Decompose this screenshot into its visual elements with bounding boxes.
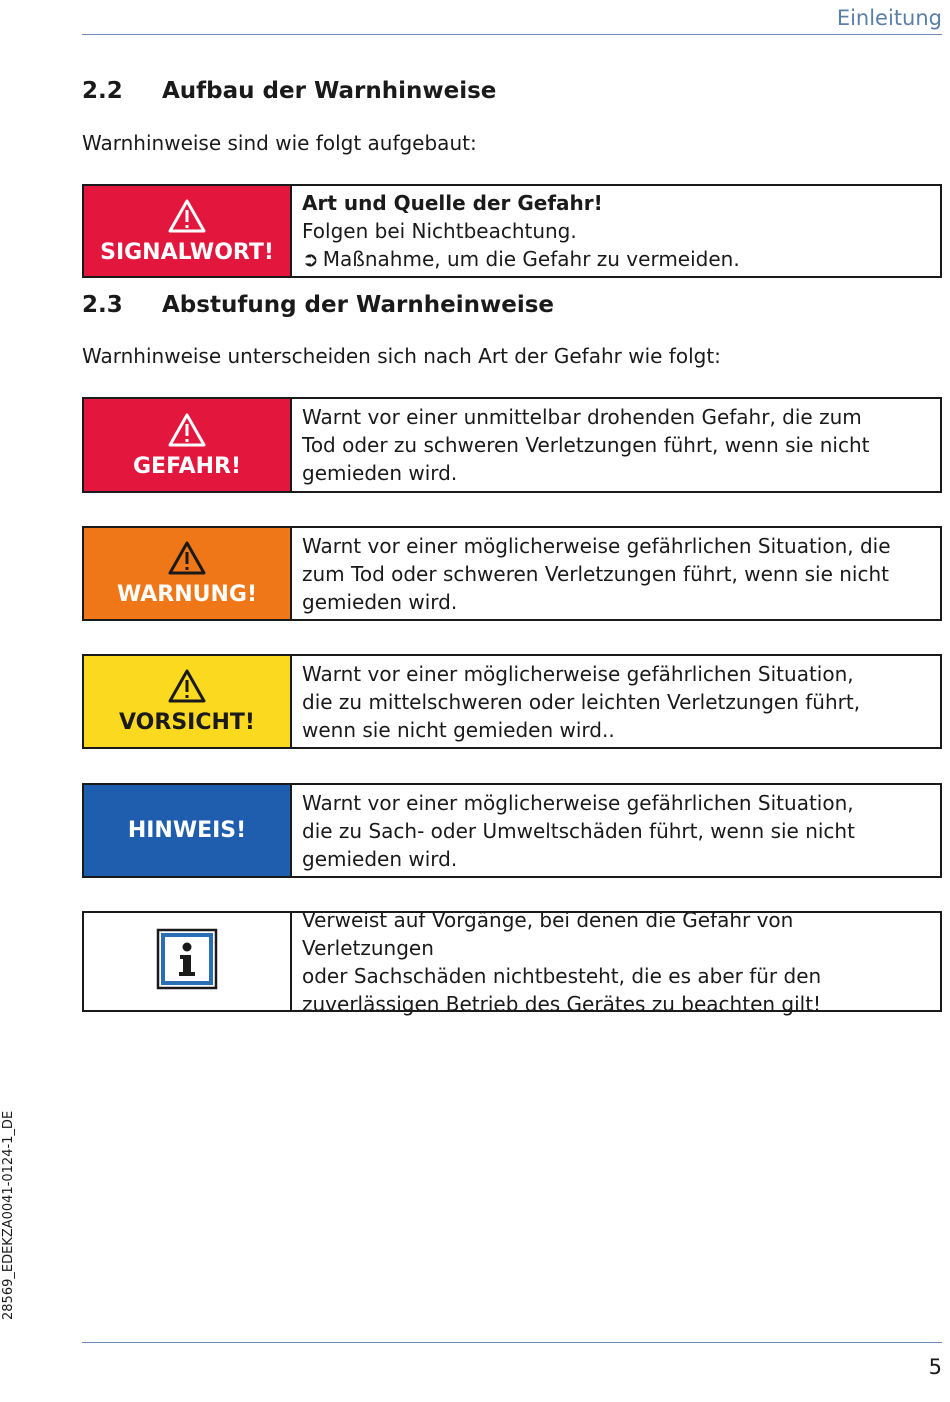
signal-panel [84, 785, 292, 876]
description-line: oder Sachschäden nichtbesteht, die es aber für den [302, 963, 822, 988]
description-line: Warnt vor einer möglicherweise gefährlichen Situation, die [302, 533, 891, 558]
document-code: 28569_EDEKZA0041-0124-1_DE [1, 1110, 16, 1320]
signal-word: VORSICHT! [119, 710, 255, 735]
section-intro: Warnhinweise sind wie folgt aufgebaut: [82, 131, 477, 155]
section-intro: Warnhinweise unterscheiden sich nach Art der Gefahr wie folgt: [82, 344, 721, 368]
description-line: zum Tod oder schweren Verletzungen führt, wenn sie nicht [302, 561, 889, 586]
warning-description [292, 399, 880, 491]
footer-rule [82, 1342, 942, 1343]
warning-triangle-icon [167, 668, 207, 704]
arrow-right-icon: ➲ [302, 247, 319, 271]
section-title: Abstufung der Warnheinweise [162, 292, 554, 318]
signal-word: GEFAHR! [132, 453, 241, 479]
signal-panel [84, 913, 292, 1010]
description-line: gemieden wird. [302, 846, 458, 871]
page-number: 5 [928, 1355, 942, 1379]
hazard-source: Art und Quelle der Gefahr! [302, 191, 603, 215]
hazard-consequence: Folgen bei Nichtbeachtung. [302, 219, 577, 243]
signal-word: WARNUNG! [116, 582, 258, 607]
warning-level-warning [82, 526, 942, 621]
signal-panel [84, 656, 292, 747]
description-line: wenn sie nicht gemieden wird.. [302, 717, 615, 742]
section-heading-2-3 [82, 292, 554, 318]
description-line: gemieden wird. [302, 461, 458, 485]
warning-description [292, 785, 865, 876]
info-description [292, 907, 940, 1016]
hazard-measure-text: Maßnahme, um die Gefahr zu vermeiden. [322, 247, 740, 271]
description-line: Warnt vor einer möglicherweise gefährlichen Situation, [302, 661, 854, 686]
warning-level-danger [82, 397, 942, 493]
signal-word: SIGNALWORT! [100, 239, 274, 265]
description-line: gemieden wird. [302, 589, 458, 614]
section-heading-2-2 [82, 78, 496, 104]
warning-text [292, 186, 750, 276]
section-number: 2.2 [82, 78, 123, 104]
warning-description [292, 656, 870, 747]
info-note [82, 907, 942, 1016]
signal-word: HINWEIS! [127, 818, 247, 843]
description-line: die zu Sach- oder Umweltschäden führt, wenn sie nicht [302, 818, 855, 843]
description-line: Warnt vor einer unmittelbar drohenden Gefahr, die zum [302, 405, 862, 429]
description-line: zuverlässigen Betrieb des Gerätes zu beachten gilt! [302, 991, 822, 1016]
header-rule [82, 34, 942, 35]
running-header-title: Einleitung [836, 6, 942, 30]
warning-level-notice [82, 783, 942, 878]
description-line: Verweist auf Vorgänge, bei denen die Gefahr von Verletzungen [302, 907, 794, 960]
description-line: Tod oder zu schweren Verletzungen führt, wenn sie nicht [302, 433, 870, 457]
warning-structure-box [82, 184, 942, 278]
signal-panel [84, 186, 292, 276]
warning-triangle-icon [167, 198, 207, 234]
warning-description [292, 528, 901, 619]
warning-triangle-icon [167, 412, 207, 448]
description-line: die zu mittelschweren oder leichten Verletzungen führt, [302, 689, 861, 714]
info-icon [156, 928, 218, 990]
hazard-measure [302, 245, 740, 273]
section-title: Aufbau der Warnhinweise [162, 78, 497, 104]
warning-triangle-icon [167, 540, 207, 576]
description-line: Warnt vor einer möglicherweise gefährlichen Situation, [302, 790, 854, 815]
warning-level-caution [82, 654, 942, 749]
signal-panel [84, 528, 292, 619]
section-number: 2.3 [82, 292, 123, 318]
signal-panel [84, 399, 292, 491]
